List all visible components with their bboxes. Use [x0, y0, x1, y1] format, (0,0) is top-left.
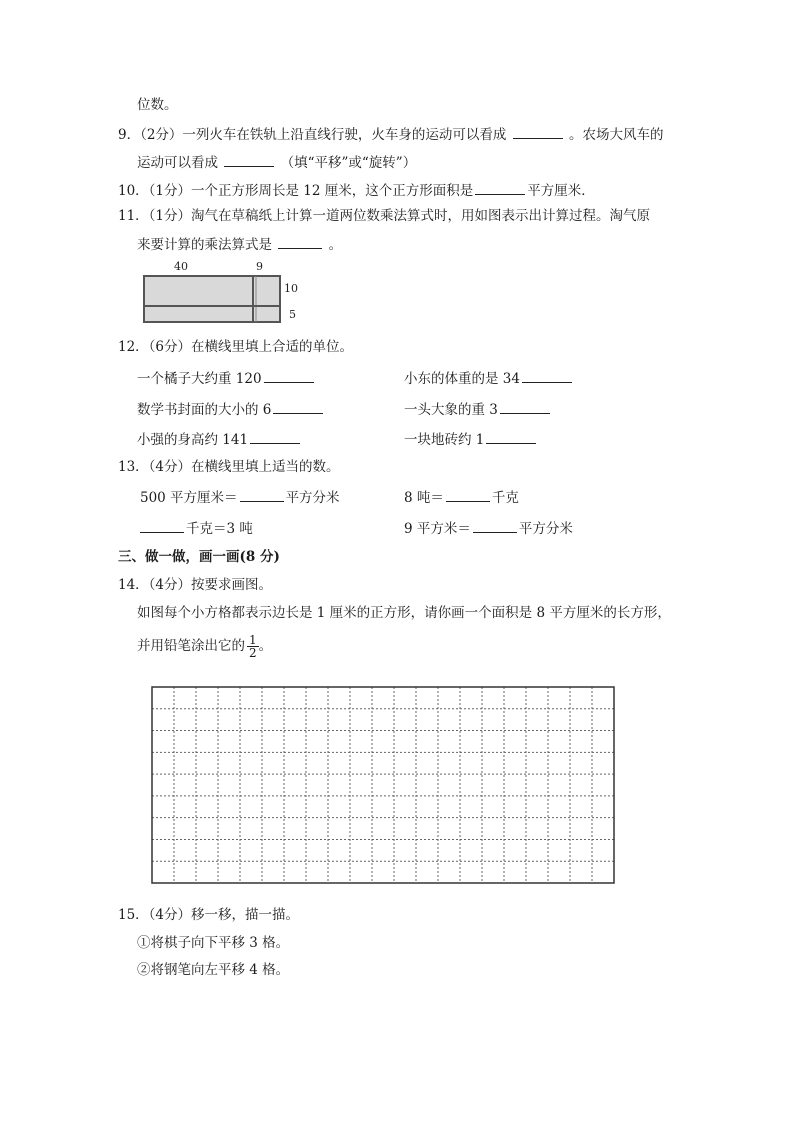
q11-line2-text: 来要计算的乘法算式是 — [137, 237, 272, 253]
q12-blank-4[interactable] — [500, 399, 550, 414]
q12-blank-1[interactable] — [264, 368, 314, 383]
q13-blank-2[interactable] — [446, 487, 490, 502]
q15-title: 15．（4分）移一移，描一描。 — [118, 907, 300, 923]
q9-line2-text: 运动可以看成 — [137, 155, 218, 171]
q10 — [118, 180, 595, 200]
q12-item-6-text: 一块地砖约 1 — [404, 432, 485, 448]
q12-item-4 — [404, 399, 552, 419]
q12-blank-6[interactable] — [486, 429, 536, 444]
q9-line1-text: 9．（2分）一列火车在铁轨上沿直线行驶，火车身的运动可以看成 — [118, 127, 507, 143]
q11-line1: 11．（1分）淘气在草稿纸上计算一道两位数乘法算式时，用如图表示出计算过程。淘气原 — [118, 208, 651, 224]
q12-item-3-text: 数学书封面的大小的 6 — [137, 402, 272, 418]
q12-item-1 — [137, 368, 316, 388]
area-rectangle — [144, 276, 280, 322]
grid-border — [152, 687, 614, 883]
q13-item-1 — [140, 487, 340, 507]
q14-line2-text: 并用铅笔涂出它的 — [137, 638, 245, 654]
q14-title: 14．（4分）按要求画图。 — [118, 577, 273, 593]
q12-item-1-text: 一个橘子大约重 120 — [137, 371, 262, 387]
q15-step-2: ②将钢笔向左平移 4 格。 — [137, 962, 290, 978]
q12-blank-5[interactable] — [250, 429, 300, 444]
label-9: 9 — [256, 260, 263, 273]
label-10: 10 — [284, 282, 298, 295]
q13-item-3-text: 千克＝3 吨 — [186, 521, 253, 537]
q13-item-3 — [138, 518, 253, 538]
q12-item-6 — [404, 429, 538, 449]
q13-item-4-text: 9 平方米＝ — [404, 521, 471, 537]
q12-item-5-text: 小强的身高约 141 — [137, 432, 249, 448]
q14-line2-end: 。 — [258, 638, 273, 654]
fraction-denominator: 2 — [249, 646, 257, 660]
q13-item-1-text: 500 平方厘米＝ — [140, 490, 238, 506]
q10-text: 10．（1分）一个正方形周长是 12 厘米，这个正方形面积是 — [118, 183, 474, 199]
q11-line2-end: 。 — [328, 237, 343, 253]
q13-item-2-unit: 千克 — [491, 490, 519, 506]
drawing-grid[interactable] — [151, 686, 615, 886]
q12-item-2-text: 小东的体重的是 34 — [404, 371, 520, 387]
grid-lines — [152, 687, 614, 883]
q12-blank-3[interactable] — [273, 399, 323, 414]
q12-item-5 — [137, 429, 302, 449]
q13-item-4-unit: 平方分米 — [518, 521, 573, 537]
q9-blank-1[interactable] — [513, 124, 563, 139]
q11-blank[interactable] — [278, 234, 322, 249]
q10-blank[interactable] — [475, 180, 525, 195]
q12-title: 12．（6分）在横线里填上合适的单位。 — [118, 339, 354, 355]
q9-line2-end: （填“平移”或“旋转”） — [280, 155, 417, 171]
q8-tail: 位数。 — [137, 97, 178, 113]
q12-item-2 — [404, 368, 574, 388]
multiplication-area-figure — [140, 258, 310, 326]
label-5: 5 — [289, 308, 296, 321]
q9-line2 — [137, 152, 416, 172]
q13-blank-3[interactable] — [140, 518, 184, 533]
q12-item-3 — [137, 399, 325, 419]
q13-blank-4[interactable] — [473, 518, 517, 533]
q13-item-2-text: 8 吨＝ — [404, 490, 444, 506]
q15-step-1: ①将棋子向下平移 3 格。 — [137, 935, 290, 951]
q14-line2 — [137, 634, 272, 659]
q9-line1 — [118, 124, 664, 144]
q14-line1: 如图每个小方格都表示边长是 1 厘米的正方形，请你画一个面积是 8 平方厘米的长方形， — [137, 605, 671, 621]
q12-item-4-text: 一头大象的重 3 — [404, 402, 498, 418]
q13-item-2 — [404, 487, 519, 507]
q13-item-4 — [404, 518, 573, 538]
q9-line1-end: 。农场大风车的 — [569, 127, 664, 143]
fraction-numerator: 1 — [249, 633, 257, 647]
q11-line2 — [137, 234, 342, 254]
label-40: 40 — [174, 260, 188, 273]
q9-blank-2[interactable] — [224, 152, 274, 167]
q10-end: 平方厘米． — [527, 183, 595, 199]
q13-blank-1[interactable] — [240, 487, 284, 502]
q13-title: 13．（4分）在横线里填上适当的数。 — [118, 459, 340, 475]
q12-blank-2[interactable] — [522, 368, 572, 383]
q13-item-1-unit: 平方分米 — [285, 490, 340, 506]
fraction-one-half — [247, 634, 259, 659]
section-3-title: 三、做一做，画一画(8 分) — [118, 549, 280, 565]
